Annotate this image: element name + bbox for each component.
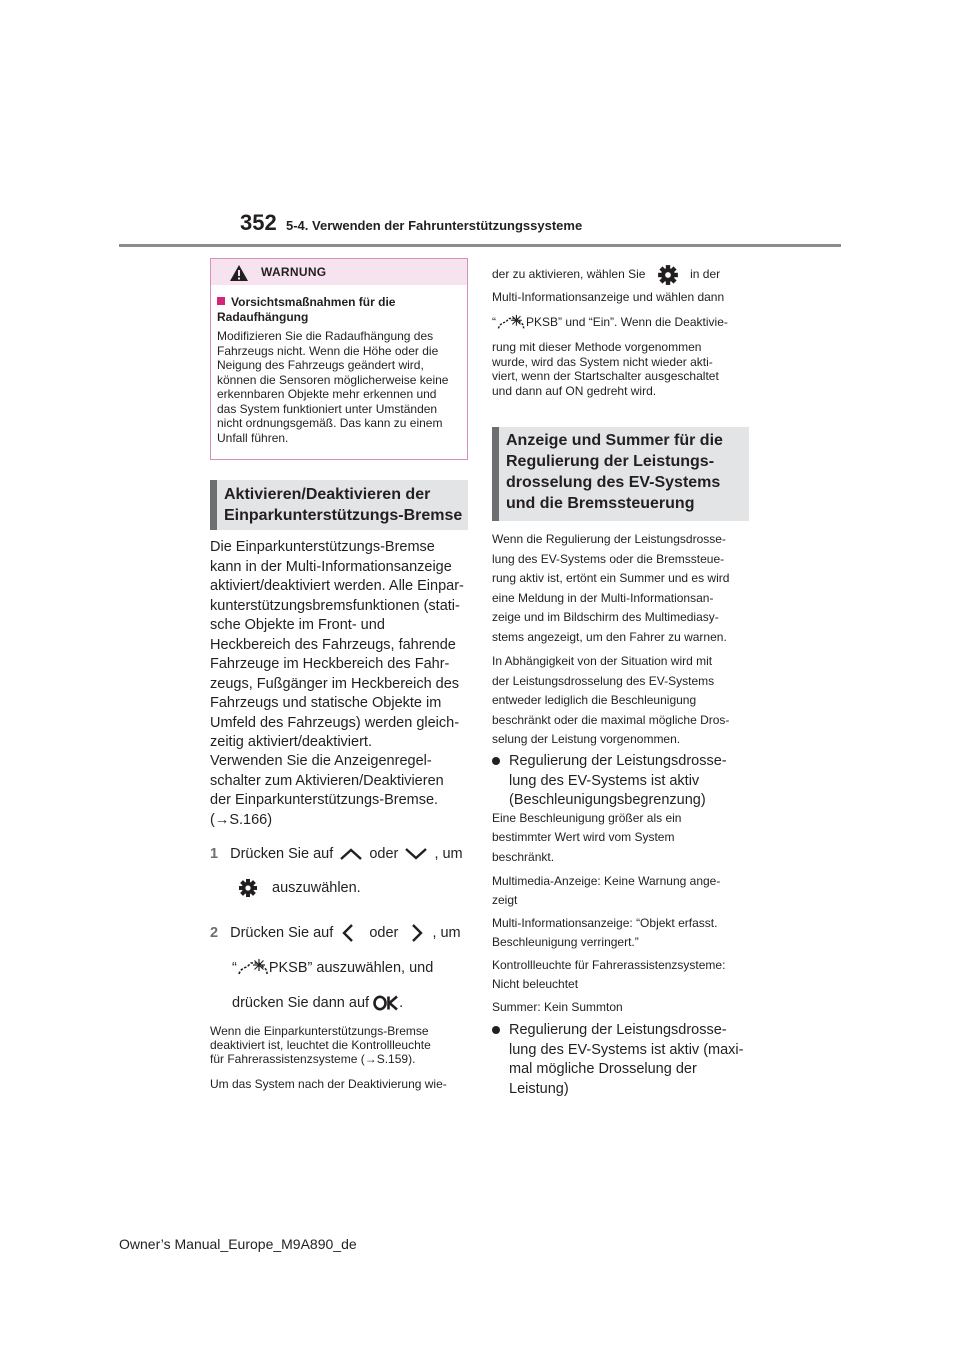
chevron-left-icon bbox=[337, 922, 359, 944]
text-line: In Abhängigkeit von der Situation wird mit bbox=[492, 654, 713, 668]
text-line: und dann auf ON gedreht wird. bbox=[492, 383, 657, 398]
text-line: rung mit dieser Methode vorgenommen bbox=[492, 340, 702, 354]
warning-subtitle bbox=[217, 295, 457, 325]
text-line: zeitig aktiviert/deaktiviert. bbox=[210, 734, 372, 750]
text-line: lung des EV-Systems oder die Bremssteue- bbox=[492, 551, 725, 566]
step-2-line-3 bbox=[232, 994, 403, 1014]
text-line: Multi-Informationsanzeige: “Objekt erfasst. bbox=[492, 916, 718, 930]
step-text: auszuwählen. bbox=[272, 879, 361, 896]
bullet-icon bbox=[492, 757, 500, 765]
page-number: 352 bbox=[240, 210, 277, 235]
text-line: zeugs, Fußgänger im Heckbereich des bbox=[210, 675, 460, 692]
text-line: (Beschleunigungsbegrenzung) bbox=[509, 792, 706, 808]
text-line: Regulierung der Leistungsdrosse- bbox=[509, 753, 727, 769]
intro-paragraph bbox=[210, 538, 472, 753]
text-line: Fahrzeugs und statische Objekte im bbox=[210, 695, 442, 711]
text-line: Multimedia-Anzeige: Keine Warnung ange- bbox=[492, 874, 721, 888]
section-title: 5-4. Verwenden der Fahrunterstützungssysteme bbox=[286, 218, 583, 233]
footer-label: Owner’s Manual_Europe_M9A890_de bbox=[119, 1236, 357, 1252]
text-line: Wenn die Einparkunterstützungs-Bremse bbox=[210, 1024, 429, 1038]
step-text: , um bbox=[434, 846, 463, 862]
heading-bar bbox=[210, 480, 217, 530]
text-line: mal mögliche Drosselung der bbox=[509, 1061, 697, 1077]
text-line: Leistung) bbox=[509, 1080, 569, 1097]
text-line: Regulierung der Leistungsdrosse- bbox=[509, 1022, 727, 1038]
text-line: kunterstützungsbremsfunktionen (stati- bbox=[210, 597, 460, 614]
text-line: zeige und im Bildschirm des Multimediasy- bbox=[492, 610, 719, 624]
text-fragment: der zu aktivieren, wählen Sie bbox=[492, 267, 646, 282]
gear-icon bbox=[657, 264, 679, 286]
bullet-text bbox=[509, 752, 759, 811]
step-text: . bbox=[399, 995, 404, 1011]
text-line: selung der Leistung vorgenommen. bbox=[492, 732, 681, 746]
step-text: , um bbox=[432, 924, 461, 941]
text-line: beschränkt oder die maximal mögliche Dros- bbox=[492, 712, 730, 727]
bullet-icon bbox=[492, 1026, 500, 1034]
switch-paragraph bbox=[210, 752, 472, 830]
header-rule bbox=[119, 244, 841, 247]
ok-button-icon bbox=[373, 995, 399, 1011]
text-line: Verwenden Sie die Anzeigenregel- bbox=[210, 753, 432, 769]
parking-support-brake-icon bbox=[237, 958, 269, 978]
text-fragment: PKSB” und “Ein”. Wenn die Deaktivie- bbox=[526, 315, 728, 330]
chevron-down-icon bbox=[402, 847, 430, 861]
step-number: 1 bbox=[210, 846, 219, 862]
heading-line: Regulierung der Leistungs- bbox=[506, 453, 715, 470]
text-line bbox=[492, 264, 720, 286]
heading-line: Anzeige und Summer für die bbox=[506, 432, 723, 449]
text-line: Eine Beschleunigung größer als ein bbox=[492, 811, 682, 825]
square-bullet-icon bbox=[217, 297, 225, 305]
step-2 bbox=[210, 922, 472, 944]
text-line: der Leistungsdrosselung des EV-Systems bbox=[492, 673, 715, 688]
text-line: Fahrzeuge im Heckbereich des Fahr- bbox=[210, 656, 450, 672]
step-text: oder bbox=[369, 924, 399, 941]
chevron-right-icon bbox=[402, 922, 428, 944]
heading-line: und die Bremssteuerung bbox=[506, 495, 695, 512]
text-line: Die Einparkunterstützungs-Bremse bbox=[210, 539, 435, 555]
text-line: eine Meldung in der Multi-Informationsan- bbox=[492, 590, 714, 605]
text-line: Beschleunigung verringert.” bbox=[492, 935, 639, 949]
warning-body: Modifizieren Sie die Radaufhängung des Fahrzeugs nicht. Wenn die Höhe oder die Neigung des Fahrzeugs geändert wird, können die Sensoren möglicherweise keine erkennbaren Objekte mehr erkennen und das System funktioniert unter Umständen nicht ordnungsgemäß. Das kann zu einem Unfall führen. bbox=[217, 329, 449, 445]
text-line: bestimmter Wert wird vom System bbox=[492, 830, 675, 844]
reactivate-paragraph bbox=[492, 340, 757, 398]
text-line: stems angezeigt, um den Fahrer zu warnen. bbox=[492, 629, 727, 644]
text-fragment: in der bbox=[690, 267, 721, 282]
warning-subtitle-text: Vorsichtsmaßnahmen für die Radaufhängung bbox=[217, 295, 396, 324]
text-line: für Fahrerassistenzsysteme (→S.159). bbox=[210, 1052, 416, 1066]
text-line: lung des EV-Systems ist aktiv bbox=[509, 772, 700, 789]
warning-box bbox=[210, 258, 468, 460]
page-reference: (→S.166) bbox=[210, 811, 273, 828]
situation-paragraph bbox=[492, 652, 757, 750]
heading-line: Aktivieren/Deaktivieren der bbox=[224, 486, 431, 503]
warning-paragraph bbox=[492, 530, 757, 647]
warning-header bbox=[211, 259, 467, 285]
chevron-up-icon bbox=[337, 847, 365, 861]
left-section-heading bbox=[210, 480, 468, 530]
text-line: rung aktiv ist, ertönt ein Summer und es wird bbox=[492, 571, 730, 585]
text-line: entweder lediglich die Beschleunigung bbox=[492, 693, 697, 707]
text-line: Heckbereich des Fahrzeugs, fahrende bbox=[210, 636, 456, 653]
text-line: zeigt bbox=[492, 893, 518, 907]
text-line: deaktiviert ist, leuchtet die Kontrollleuchte bbox=[210, 1038, 431, 1052]
step-text: Drücken Sie auf bbox=[230, 924, 334, 941]
step-text: oder bbox=[369, 846, 399, 862]
text-line: Kontrollleuchte für Fahrerassistenzsysteme: bbox=[492, 958, 726, 972]
text-line: aktiviert/deaktiviert werden. Alle Einpar- bbox=[210, 578, 464, 594]
step-text: drücken Sie dann auf bbox=[232, 995, 370, 1011]
warning-title: WARNUNG bbox=[261, 265, 327, 279]
heading-bar bbox=[492, 427, 499, 521]
text-line: der Einparkunterstützungs-Bremse. bbox=[210, 792, 439, 808]
step-1 bbox=[210, 845, 472, 865]
text-line: Summer: Kein Summton bbox=[492, 1000, 623, 1014]
quote-mark: “ bbox=[492, 315, 496, 330]
bullet-text bbox=[509, 1021, 759, 1099]
text-line: Nicht beleuchtet bbox=[492, 977, 579, 991]
step-1-line-2 bbox=[238, 878, 361, 898]
text-line: Um das System nach der Deaktivierung wie- bbox=[210, 1077, 447, 1091]
text-line: schalter zum Aktivieren/Deaktivieren bbox=[210, 772, 444, 789]
step-2-line-2 bbox=[232, 958, 433, 978]
text-line: beschränkt. bbox=[492, 850, 555, 864]
text-line: kann in der Multi-Informationsanzeige bbox=[210, 558, 452, 575]
step-text: PKSB” auszuwählen, und bbox=[268, 959, 434, 976]
warning-triangle-icon bbox=[229, 264, 249, 282]
text-line: lung des EV-Systems ist aktiv (maxi- bbox=[509, 1041, 744, 1058]
gear-icon bbox=[238, 878, 258, 898]
heading-line: Einparkunterstützungs-Bremse bbox=[224, 507, 463, 524]
right-section-heading bbox=[492, 427, 749, 521]
text-line: Umfeld des Fahrzeugs) werden gleich- bbox=[210, 714, 460, 731]
text-line: Wenn die Regulierung der Leistungsdrosse- bbox=[492, 532, 726, 546]
heading-line: drosselung des EV-Systems bbox=[506, 474, 721, 491]
text-line: wurde, wird das System nicht wieder akti- bbox=[492, 354, 713, 369]
quote-mark: “ bbox=[232, 959, 237, 976]
step-text: Drücken Sie auf bbox=[230, 846, 334, 862]
note-paragraph bbox=[210, 1024, 472, 1066]
text-line: sche Objekte im Front- und bbox=[210, 617, 385, 633]
text-line: Multi-Informationsanzeige und wählen dann bbox=[492, 290, 725, 304]
parking-support-brake-icon bbox=[496, 314, 526, 332]
step-number: 2 bbox=[210, 924, 219, 941]
text-line bbox=[492, 314, 728, 332]
text-line: viert, wenn der Startschalter ausgeschaltet bbox=[492, 369, 719, 383]
